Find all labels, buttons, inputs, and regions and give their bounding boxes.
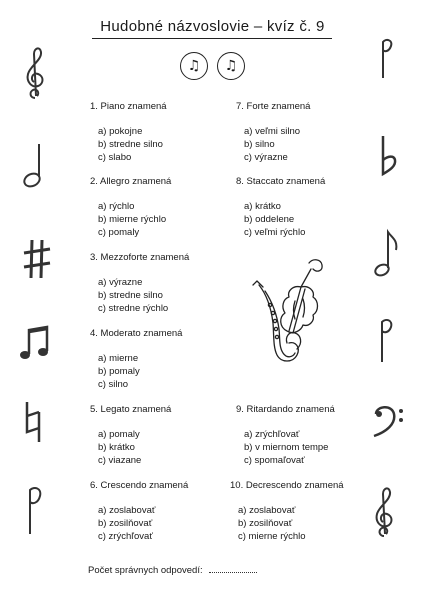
question-heading: 9. Ritardando znamená <box>236 404 335 415</box>
question-heading: 2. Allegro znamená <box>90 176 172 187</box>
eighth-notes-icon <box>18 324 52 362</box>
answer-option: b) krátko <box>98 442 135 453</box>
question-heading: 6. Crescendo znamená <box>90 480 189 491</box>
answer-option: c) viazane <box>98 455 142 466</box>
answer-option: a) výrazne <box>98 277 143 288</box>
question-6 <box>90 479 240 543</box>
question-5 <box>90 403 240 467</box>
question-heading: 3. Mezzoforte znamená <box>90 252 190 263</box>
answer-option: a) zoslabovať <box>238 505 296 516</box>
question-10 <box>230 479 380 543</box>
score-label: Počet správnych odpovedí: <box>88 565 203 576</box>
score-blank[interactable] <box>209 564 257 573</box>
question-2 <box>90 175 240 239</box>
answer-option: b) zosilňovať <box>238 518 293 529</box>
question-3 <box>90 251 240 315</box>
saxophone-violin-icon <box>243 255 335 370</box>
answer-option: a) zrýchľovať <box>244 429 300 440</box>
question-heading: 5. Legato znamená <box>90 404 172 415</box>
answer-option: c) veľmi rýchlo <box>244 227 306 238</box>
page-title: Hudobné názvoslovie – kvíz č. 9 <box>100 18 325 35</box>
answer-option: a) pokojne <box>98 126 143 137</box>
music-note-circle-icon: ♫ <box>180 52 208 80</box>
answer-option: b) zosilňovať <box>98 518 153 529</box>
answer-option: b) stredne silno <box>98 139 163 150</box>
eighth-note-icon <box>372 228 400 280</box>
question-1 <box>90 100 240 164</box>
answer-option: a) veľmi silno <box>244 126 301 137</box>
question-8 <box>236 175 386 239</box>
question-7 <box>236 100 386 164</box>
answer-option: b) mierne rýchlo <box>98 214 167 225</box>
answer-option: b) v miernom tempe <box>244 442 329 453</box>
answer-option: a) krátko <box>244 201 281 212</box>
sharp-icon <box>22 238 52 280</box>
answer-option: b) stredne silno <box>98 290 163 301</box>
answer-option: c) mierne rýchlo <box>238 531 306 542</box>
answer-option: c) slabo <box>98 152 132 163</box>
half-note-icon <box>374 316 398 366</box>
half-note-icon <box>375 36 397 82</box>
treble-clef-icon <box>372 484 398 540</box>
question-4 <box>90 327 240 391</box>
bass-clef-icon <box>370 402 408 438</box>
question-heading: 4. Moderato znamená <box>90 328 183 339</box>
answer-option: c) zrýchľovať <box>98 531 153 542</box>
question-heading: 1. Piano znamená <box>90 101 167 112</box>
natural-icon <box>20 400 46 444</box>
answer-option: c) pomaly <box>98 227 140 238</box>
answer-option: b) oddelene <box>244 214 295 225</box>
answer-option: a) mierne <box>98 353 139 364</box>
question-heading: 8. Staccato znamená <box>236 176 326 187</box>
question-heading: 7. Forte znamená <box>236 101 311 112</box>
answer-option: c) silno <box>98 379 129 390</box>
answer-option: b) pomaly <box>98 366 140 377</box>
question-heading: 10. Decrescendo znamená <box>230 480 344 491</box>
answer-option: c) výrazne <box>244 152 288 163</box>
half-note-icon <box>22 484 48 538</box>
music-note-circle-icon: ♫ <box>217 52 245 80</box>
answer-option: a) pomaly <box>98 429 140 440</box>
answer-option: c) spomaľovať <box>244 455 305 466</box>
title-underline <box>92 38 332 39</box>
treble-clef-icon <box>22 44 48 102</box>
answer-option: b) silno <box>244 139 275 150</box>
flat-icon <box>378 134 400 178</box>
answer-option: c) stredne rýchlo <box>98 303 169 314</box>
answer-option: a) zoslabovať <box>98 505 156 516</box>
question-9 <box>236 403 386 467</box>
score-footer <box>88 564 257 576</box>
answer-option: a) rýchlo <box>98 201 135 212</box>
quarter-note-icon <box>20 138 50 190</box>
